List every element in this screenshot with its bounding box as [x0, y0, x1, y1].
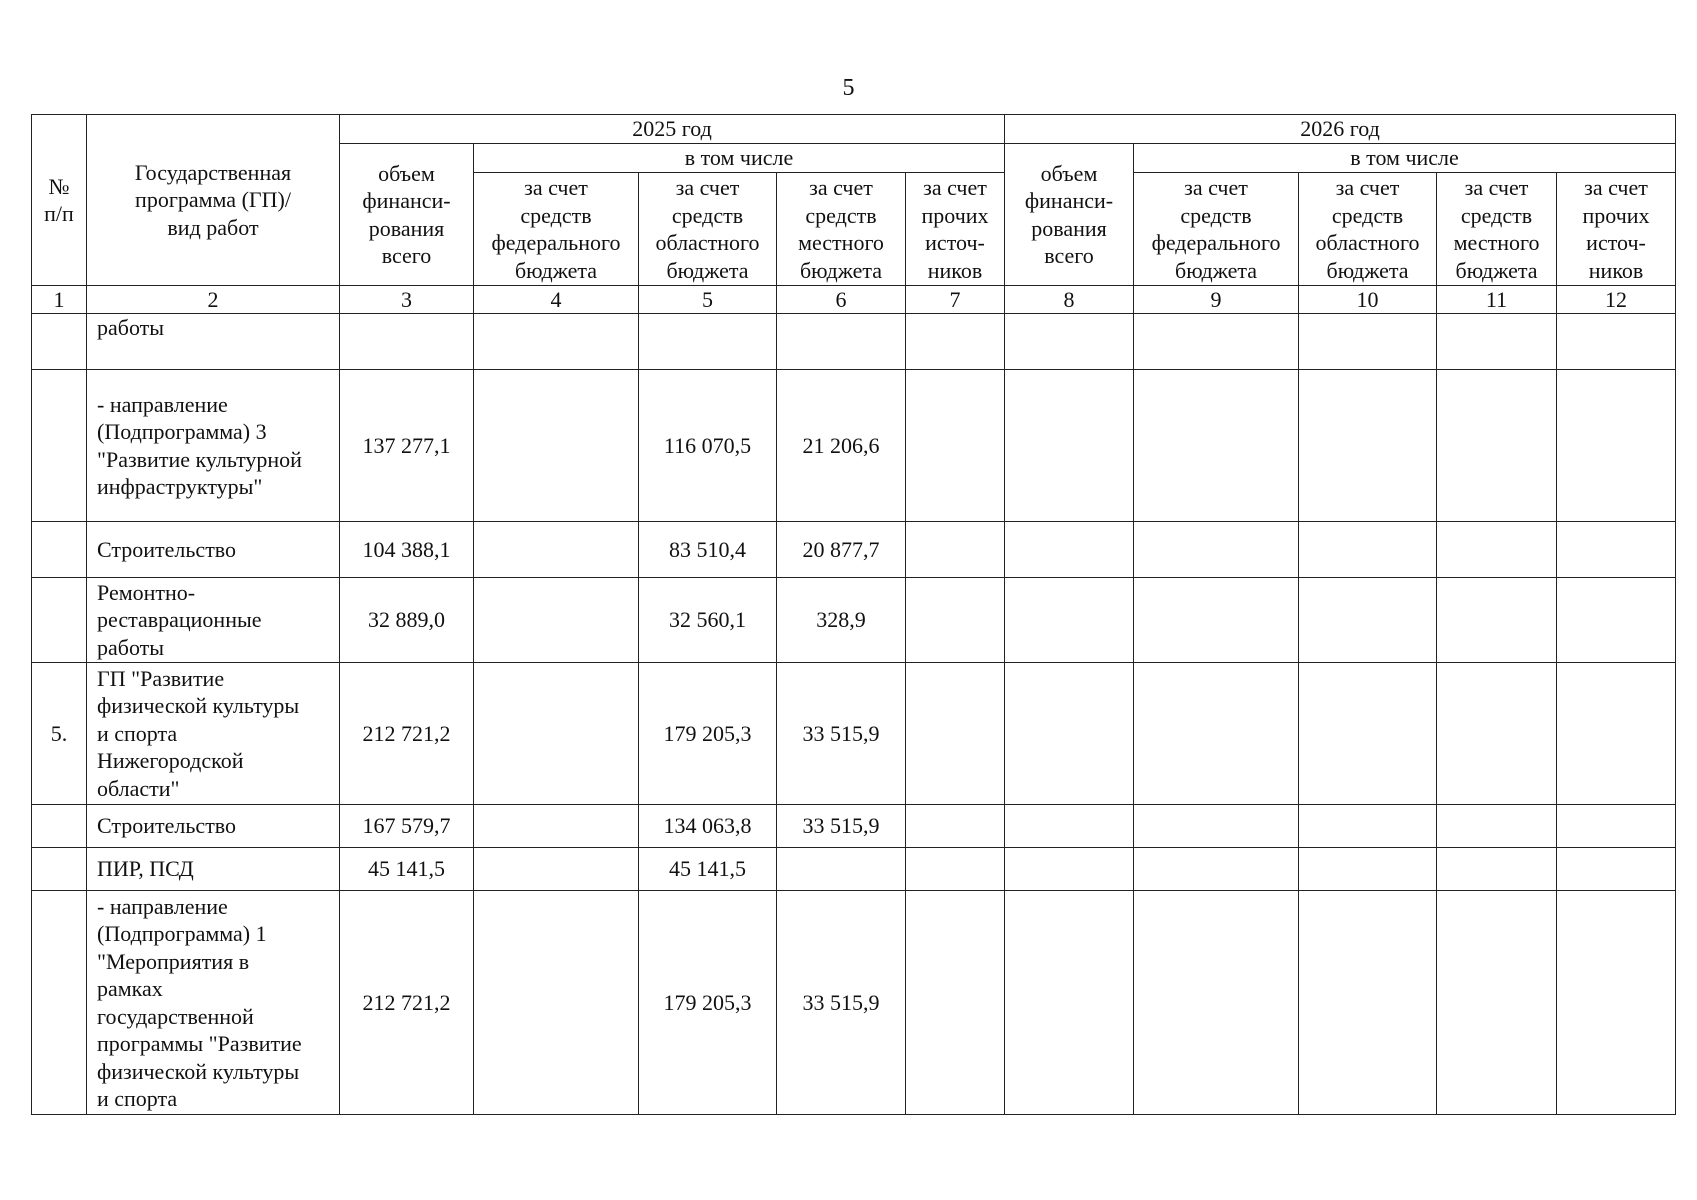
header-federal-line: средств: [1180, 202, 1252, 228]
column-number-row: [32, 286, 1676, 314]
empty-2026-cell: [1557, 805, 1676, 848]
header-regional-2026: [1299, 173, 1437, 286]
regional-2025-cell: 32 560,1: [639, 578, 777, 663]
program-name-line: Ремонтно-: [97, 579, 196, 605]
empty-2026-cell: [1557, 314, 1676, 370]
total-2025-cell: 32 889,0: [340, 578, 474, 663]
local-2025-cell: 20 877,7: [777, 522, 906, 578]
column-number: 7: [906, 286, 1005, 314]
empty-2026-cell: [1557, 891, 1676, 1115]
total-2025-cell: 212 721,2: [340, 663, 474, 805]
federal-2025-cell: [474, 314, 639, 370]
header-local-line: средств: [805, 202, 877, 228]
program-name-line: "Развитие культурной: [97, 446, 302, 472]
regional-2025-cell: 116 070,5: [639, 370, 777, 522]
header-local-line: местного: [1453, 230, 1540, 255]
empty-2026-cell: [1437, 848, 1557, 891]
header-local-line: средств: [1460, 202, 1533, 228]
header-local-line: местного: [798, 230, 884, 255]
other-2025-cell: [906, 805, 1005, 848]
total-2025-cell: 137 277,1: [340, 370, 474, 522]
local-2025-cell: 328,9: [777, 578, 906, 663]
program-name-line: работы: [97, 315, 165, 340]
header-total-2026: [1005, 144, 1134, 286]
column-number: 3: [340, 286, 474, 314]
page-number: 5: [842, 75, 855, 101]
header-federal-2026: [1134, 173, 1299, 286]
row-number-cell: [32, 522, 87, 578]
regional-2025-cell: 179 205,3: [639, 891, 777, 1115]
program-name-line: - направление: [97, 391, 228, 417]
header-other-2025: [906, 173, 1005, 286]
empty-2026-cell: [1557, 663, 1676, 805]
empty-2026-cell: [1134, 805, 1299, 848]
table-row: [32, 663, 1676, 805]
empty-2026-cell: [1437, 370, 1557, 522]
row-number-cell: [32, 891, 87, 1115]
header-other-line: прочих: [1582, 202, 1650, 228]
header-other-line: ников: [927, 257, 983, 283]
header-local-2025: [777, 173, 906, 286]
local-2025-cell: 33 515,9: [777, 663, 906, 805]
header-other-line: источ-: [1586, 230, 1646, 255]
header-other-line: за счет: [1584, 175, 1648, 200]
program-name-line: работы: [97, 634, 165, 660]
federal-2025-cell: [474, 805, 639, 848]
empty-2026-cell: [1437, 663, 1557, 805]
program-name-line: "Мероприятия в: [97, 948, 250, 974]
header-federal-line: бюджета: [1175, 257, 1258, 283]
header-num-line: №: [48, 173, 70, 199]
program-name-cell: [87, 578, 340, 663]
header-total-line: рования: [368, 215, 445, 241]
total-2025-cell: 167 579,7: [340, 805, 474, 848]
federal-2025-cell: [474, 370, 639, 522]
row-number-cell: [32, 848, 87, 891]
other-2025-cell: [906, 578, 1005, 663]
header-other-line: ников: [1588, 257, 1644, 283]
program-name-line: Строительство: [97, 813, 237, 839]
program-name-cell: [87, 848, 340, 891]
other-2025-cell: [906, 522, 1005, 578]
header-federal-line: за счет: [1184, 175, 1248, 200]
empty-2026-cell: [1299, 663, 1437, 805]
empty-2026-cell: [1437, 891, 1557, 1115]
table-body: [32, 314, 1676, 1115]
empty-2026-cell: [1299, 578, 1437, 663]
empty-2026-cell: [1134, 848, 1299, 891]
header-other-line: прочих: [921, 202, 989, 228]
table-row: [32, 370, 1676, 522]
header-local-line: за счет: [1464, 175, 1529, 200]
local-2025-cell: [777, 314, 906, 370]
program-name-line: и спорта: [97, 720, 178, 746]
header-other-2026: [1557, 173, 1676, 286]
column-number: 9: [1134, 286, 1299, 314]
row-number-cell: [32, 578, 87, 663]
other-2025-cell: [906, 370, 1005, 522]
header-total-line: всего: [1044, 243, 1094, 268]
header-total-line: объем: [378, 160, 435, 186]
column-number: 2: [87, 286, 340, 314]
header-year-2026: 2026 год: [1005, 115, 1676, 144]
row-number-cell: [32, 370, 87, 522]
empty-2026-cell: [1134, 314, 1299, 370]
other-2025-cell: [906, 663, 1005, 805]
program-name-line: программы "Развитие: [97, 1031, 302, 1056]
column-number: 1: [32, 286, 87, 314]
program-name-line: Нижегородской: [97, 748, 244, 774]
empty-2026-cell: [1299, 314, 1437, 370]
table-row: [32, 314, 1676, 370]
empty-2026-cell: [1299, 848, 1437, 891]
header-federal-line: бюджета: [514, 257, 598, 283]
header-total-line: рования: [1031, 215, 1107, 241]
federal-2025-cell: [474, 522, 639, 578]
header-regional-line: областного: [1315, 230, 1420, 255]
total-2025-cell: 212 721,2: [340, 891, 474, 1115]
header-row-years: [32, 115, 1676, 144]
header-regional-line: бюджета: [1326, 257, 1409, 283]
program-name-line: ГП "Развитие: [97, 665, 225, 691]
header-program-line: вид работ: [167, 214, 259, 240]
program-name-cell: [87, 891, 340, 1115]
budget-table: [31, 114, 1676, 1115]
empty-2026-cell: [1005, 891, 1134, 1115]
table-row: [32, 578, 1676, 663]
empty-2026-cell: [1134, 663, 1299, 805]
empty-2026-cell: [1134, 522, 1299, 578]
program-name-cell: [87, 663, 340, 805]
empty-2026-cell: [1005, 314, 1134, 370]
column-number: 6: [777, 286, 906, 314]
program-name-cell: [87, 314, 340, 370]
header-including-2025: в том числе: [474, 144, 1005, 173]
federal-2025-cell: [474, 848, 639, 891]
header-other-line: за счет: [923, 175, 987, 200]
column-number: 12: [1557, 286, 1676, 314]
empty-2026-cell: [1299, 891, 1437, 1115]
program-name-line: физической культуры: [97, 693, 300, 719]
total-2025-cell: 104 388,1: [340, 522, 474, 578]
column-number: 4: [474, 286, 639, 314]
empty-2026-cell: [1557, 578, 1676, 663]
empty-2026-cell: [1299, 805, 1437, 848]
regional-2025-cell: 179 205,3: [639, 663, 777, 805]
empty-2026-cell: [1134, 578, 1299, 663]
empty-2026-cell: [1557, 848, 1676, 891]
local-2025-cell: 21 206,6: [777, 370, 906, 522]
empty-2026-cell: [1005, 370, 1134, 522]
local-2025-cell: 33 515,9: [777, 891, 906, 1115]
empty-2026-cell: [1005, 522, 1134, 578]
empty-2026-cell: [1557, 370, 1676, 522]
header-num-line: п/п: [44, 201, 74, 226]
column-number: 8: [1005, 286, 1134, 314]
program-name-line: (Подпрограмма) 3: [97, 419, 267, 444]
table-row: [32, 522, 1676, 578]
column-number: 5: [639, 286, 777, 314]
empty-2026-cell: [1437, 314, 1557, 370]
header-local-2026: [1437, 173, 1557, 286]
header-other-line: источ-: [925, 230, 985, 255]
total-2025-cell: 45 141,5: [340, 848, 474, 891]
header-num: [32, 115, 87, 286]
header-total-line: финанси-: [1024, 188, 1114, 213]
column-number: 10: [1299, 286, 1437, 314]
header-local-line: бюджета: [1455, 257, 1538, 283]
empty-2026-cell: [1005, 805, 1134, 848]
header-total-line: объем: [1040, 160, 1098, 186]
header-federal-line: федерального: [1151, 230, 1281, 255]
regional-2025-cell: 83 510,4: [639, 522, 777, 578]
header-including-2026: в том числе: [1134, 144, 1676, 173]
program-name-cell: [87, 522, 340, 578]
empty-2026-cell: [1005, 578, 1134, 663]
empty-2026-cell: [1437, 522, 1557, 578]
header-regional-line: средств: [1331, 202, 1404, 228]
header-federal-line: средств: [520, 202, 592, 228]
row-number-cell: [32, 314, 87, 370]
table-row: [32, 848, 1676, 891]
header-total-line: всего: [381, 243, 432, 268]
program-name-line: реставрационные: [97, 607, 262, 633]
program-name-line: рамках: [97, 976, 163, 1001]
total-2025-cell: [340, 314, 474, 370]
regional-2025-cell: [639, 314, 777, 370]
empty-2026-cell: [1299, 522, 1437, 578]
header-regional-line: областного: [655, 230, 760, 255]
table-row: [32, 805, 1676, 848]
empty-2026-cell: [1134, 370, 1299, 522]
column-number: 11: [1437, 286, 1557, 314]
row-number-cell: [32, 805, 87, 848]
table-row: [32, 891, 1676, 1115]
program-name-cell: [87, 370, 340, 522]
empty-2026-cell: [1299, 370, 1437, 522]
header-regional-2025: [639, 173, 777, 286]
header-regional-line: за счет: [1335, 175, 1400, 200]
program-name-line: ПИР, ПСД: [97, 856, 194, 882]
header-program: [87, 115, 340, 286]
program-name-cell: [87, 805, 340, 848]
row-number-cell: 5.: [32, 663, 87, 805]
empty-2026-cell: [1005, 848, 1134, 891]
program-name-line: физической культуры: [97, 1058, 300, 1084]
header-federal-line: за счет: [524, 175, 588, 200]
regional-2025-cell: 134 063,8: [639, 805, 777, 848]
empty-2026-cell: [1437, 805, 1557, 848]
federal-2025-cell: [474, 663, 639, 805]
local-2025-cell: [777, 848, 906, 891]
header-regional-line: средств: [671, 202, 744, 228]
federal-2025-cell: [474, 578, 639, 663]
header-program-line: Государственная: [134, 159, 292, 185]
other-2025-cell: [906, 848, 1005, 891]
header-total-2025: [340, 144, 474, 286]
header-federal-line: федерального: [491, 230, 621, 255]
header-federal-2025: [474, 173, 639, 286]
header-regional-line: за счет: [675, 175, 740, 200]
header-year-2025: 2025 год: [340, 115, 1005, 144]
program-name-line: - направление: [97, 893, 228, 919]
header-local-line: бюджета: [799, 257, 883, 283]
header-total-line: финанси-: [362, 188, 451, 213]
empty-2026-cell: [1437, 578, 1557, 663]
other-2025-cell: [906, 891, 1005, 1115]
header-local-line: за счет: [809, 175, 873, 200]
program-name-line: (Подпрограмма) 1: [97, 921, 267, 946]
empty-2026-cell: [1557, 522, 1676, 578]
empty-2026-cell: [1005, 663, 1134, 805]
header-program-line: программа (ГП)/: [135, 187, 291, 213]
header-regional-line: бюджета: [666, 257, 749, 283]
federal-2025-cell: [474, 891, 639, 1115]
program-name-line: инфраструктуры": [97, 474, 263, 499]
program-name-line: области": [97, 775, 180, 801]
program-name-line: Строительство: [97, 536, 237, 562]
program-name-line: государственной: [97, 1003, 254, 1029]
local-2025-cell: 33 515,9: [777, 805, 906, 848]
empty-2026-cell: [1134, 891, 1299, 1115]
other-2025-cell: [906, 314, 1005, 370]
regional-2025-cell: 45 141,5: [639, 848, 777, 891]
program-name-line: и спорта: [97, 1086, 178, 1111]
